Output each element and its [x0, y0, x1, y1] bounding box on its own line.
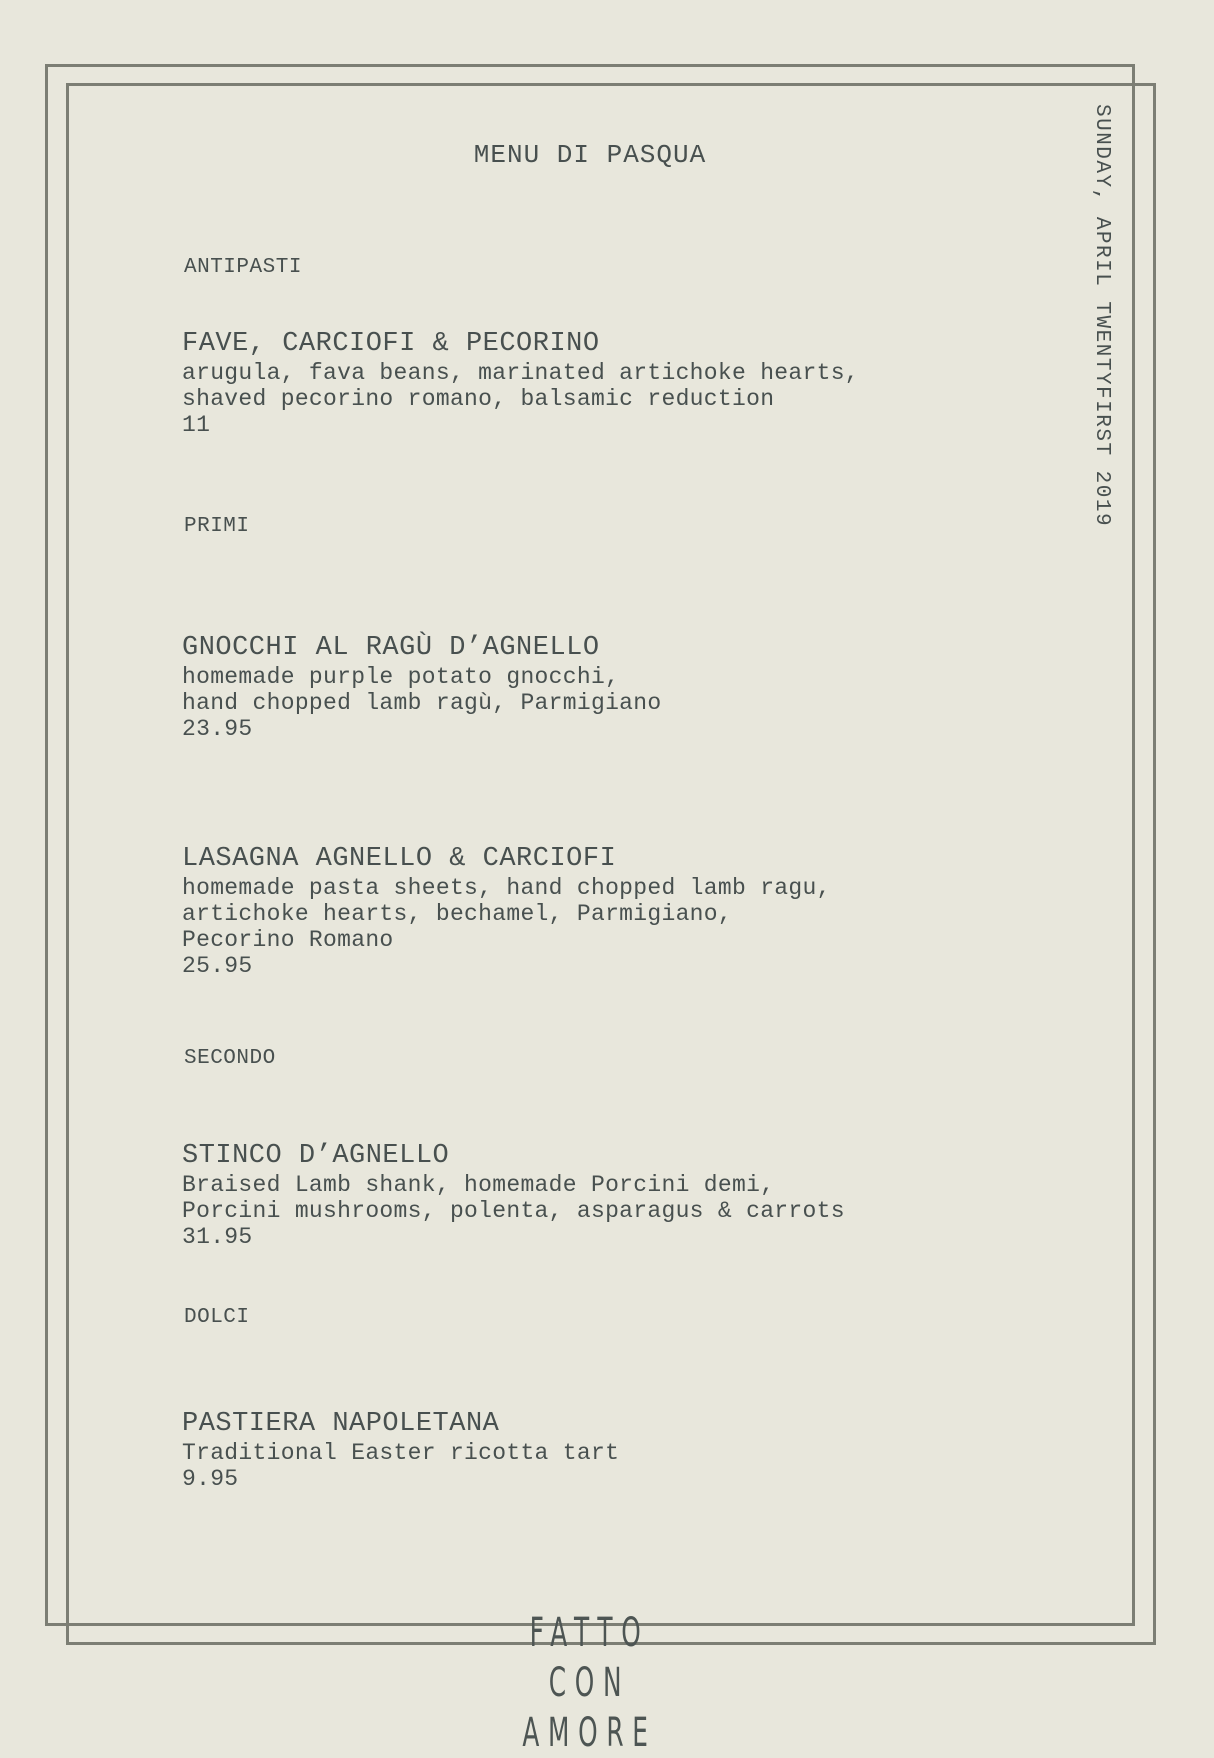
item-name: STINCO D’AGNELLO: [182, 1141, 450, 1171]
section-heading-secondo: SECONDO: [184, 1047, 276, 1070]
item-name: GNOCCHI AL RAGÙ D’AGNELLO: [182, 633, 600, 663]
item-description: Porcini mushrooms, polenta, asparagus & carrots: [182, 1198, 845, 1224]
menu-title: MENU DI PASQUA: [473, 140, 707, 170]
footer: [0, 1608, 1214, 1756]
item-description: artichoke hearts, bechamel, Parmigiano,: [182, 901, 732, 927]
menu-item-fave-carciofi-pecorino: [182, 328, 859, 438]
item-description: homemade purple potato gnocchi,: [182, 664, 620, 690]
footer-divider-right-top: [762, 1623, 1135, 1626]
item-price: 11: [182, 412, 211, 438]
item-price: 23.95: [182, 716, 253, 742]
menu-item-gnocchi-al-ragu: [182, 632, 661, 742]
footer-divider-right-bottom: [762, 1642, 1156, 1645]
item-name: LASAGNA AGNELLO & CARCIOFI: [182, 844, 617, 874]
menu-date: SUNDAY, APRIL TWENTYFIRST 2019: [1090, 104, 1113, 528]
footer-tagline: FATTO CON AMORE: [522, 1610, 657, 1756]
menu-item-lasagna-agnello: [182, 843, 831, 979]
item-description: shaved pecorino romano, balsamic reduction: [182, 386, 775, 412]
item-description: Pecorino Romano: [182, 927, 394, 953]
item-description: hand chopped lamb ragù, Parmigiano: [182, 690, 662, 716]
item-description: Traditional Easter ricotta tart: [182, 1440, 620, 1466]
footer-divider-left-top: [45, 1623, 417, 1626]
menu-item-pastiera-napoletana: [182, 1408, 619, 1492]
section-heading-primi: PRIMI: [184, 515, 250, 538]
item-name: PASTIERA NAPOLETANA: [182, 1409, 500, 1439]
item-description: Braised Lamb shank, homemade Porcini demi,: [182, 1172, 775, 1198]
item-name: FAVE, CARCIOFI & PECORINO: [182, 329, 600, 359]
item-description: arugula, fava beans, marinated artichoke hearts,: [182, 360, 859, 386]
item-price: 25.95: [182, 953, 253, 979]
item-description: homemade pasta sheets, hand chopped lamb ragu,: [182, 875, 831, 901]
section-heading-dolci: DOLCI: [184, 1306, 250, 1329]
item-price: 9.95: [182, 1466, 239, 1492]
footer-divider-left-bottom: [66, 1642, 417, 1645]
menu-item-stinco-dagnello: [182, 1140, 845, 1250]
item-price: 31.95: [182, 1224, 253, 1250]
section-heading-antipasti: ANTIPASTI: [184, 256, 302, 279]
